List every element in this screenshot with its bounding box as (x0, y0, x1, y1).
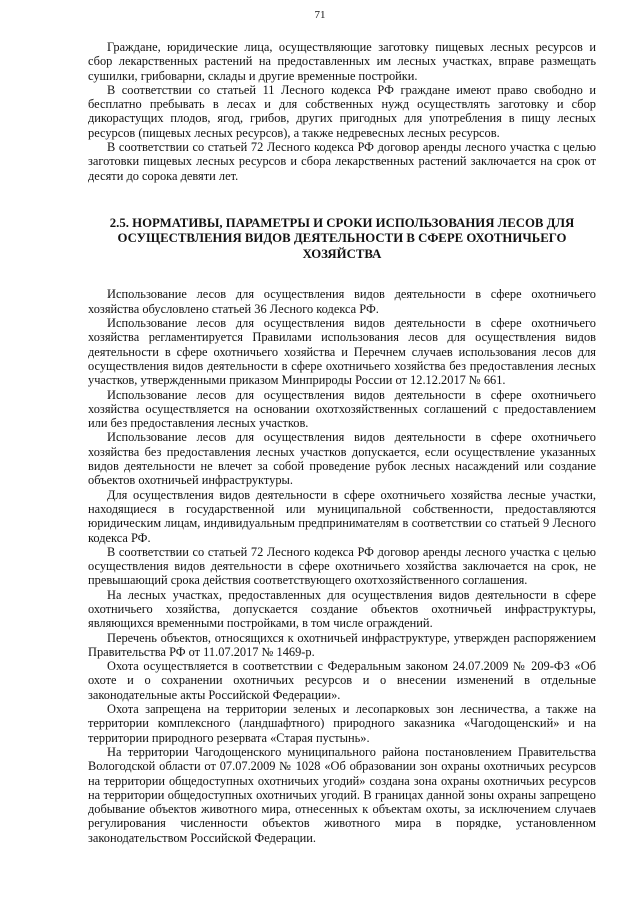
paragraph: Использование лесов для осуществления видов деятельности в сфере охотничьего хозяйства обусловлено статьей 36 Лесного кодекса РФ. (88, 287, 596, 316)
paragraph: На территории Чагодощенского муниципального района постановлением Правительства Вологодской области от 07.07.2009 № 1028 «Об образовании зон охраны охотничьих ресурсов на территории общедоступных охотничьих угодий» создана зона охраны охотничьих ресурсов на территории общедоступных охотничьих угодий. В границах данной зоны охраны запрещено добывание объектов животного мира, отнесенных к объектам охоты, за исключением случаев регулирования численности объектов животного мира в порядке, установленном законодательством Российской Федерации. (88, 744, 596, 845)
paragraph: Использование лесов для осуществления видов деятельности в сфере охотничьего хозяйства регламентируется Правилами использования лесов для осуществления видов деятельности в сфере охотничьего хозяйства и Перечнем случаев использования лесов для осуществления видов деятельности в сфере охотничьего хозяйства без предоставления лесных участков, утвержденными приказом Минприроды России от 12.12.2017 № 661. (88, 316, 596, 388)
paragraph: Для осуществления видов деятельности в сфере охотничьего хозяйства лесные участки, находящиеся в государственной или муниципальной собственности, предоставляются юридическим лицам, индивидуальным предпринимателям в соответствии со статьей 9 Лесного кодекса РФ. (88, 487, 596, 545)
paragraph: В соответствии со статьей 11 Лесного кодекса РФ граждане имеют право свободно и бесплатно пребывать в лесах и для собственных нужд осуществлять заготовку и сбор дикорастущих плодов, ягод, грибов, других пригодных для употребления в пищу лесных ресурсов (пищевых лесных ресурсов), а также недревесных лесных ресурсов. (88, 82, 596, 140)
paragraph: Использование лесов для осуществления видов деятельности в сфере охотничьего хозяйства без предоставления лесных участков допускается, если осуществление указанных видов деятельности не влечет за собой проведение рубок лесных насаждений или создание объектов охотничьей инфраструктуры. (88, 430, 596, 488)
paragraph: Перечень объектов, относящихся к охотничьей инфраструктуре, утвержден распоряжением Правительства РФ от 11.07.2017 № 1469-р. (88, 630, 596, 659)
paragraph: Охота осуществляется в соответствии с Федеральным законом 24.07.2009 № 209-ФЗ «Об охоте и о сохранении охотничьих ресурсов и о внесении изменений в отдельные законодательные акты Российской Федерации». (88, 659, 596, 702)
paragraph: Использование лесов для осуществления видов деятельности в сфере охотничьего хозяйства осуществляется на основании охотхозяйственных соглашений с предоставлением или без предоставления лесных участков. (88, 387, 596, 431)
paragraph: Охота запрещена на территории зеленых и лесопарковых зон лесничества, а также на территории комплексного (ландшафтного) природного заказника «Чагодощенский» и на территории природного резервата «Старая пустынь». (88, 702, 596, 745)
paragraph: На лесных участках, предоставленных для осуществления видов деятельности в сфере охотничьего хозяйства, допускается создание объектов охотничьей инфраструктуры, являющихся временными постройками, в том числе ограждений. (88, 587, 596, 631)
paragraph: Граждане, юридические лица, осуществляющие заготовку пищевых лесных ресурсов и сбор лекарственных растений на предоставленных им лесных участках, вправе размещать сушилки, грибоварни, склады и другие временные постройки. (88, 40, 596, 83)
section-heading: 2.5. НОРМАТИВЫ, ПАРАМЕТРЫ И СРОКИ ИСПОЛЬЗОВАНИЯ ЛЕСОВ ДЛЯ ОСУЩЕСТВЛЕНИЯ ВИДОВ ДЕЯТЕЛЬНОСТИ В СФЕРЕ ОХОТНИЧЬЕГО ХОЗЯЙСТВА (109, 215, 575, 261)
page-number: 71 (314, 9, 326, 21)
paragraph: В соответствии со статьей 72 Лесного кодекса РФ договор аренды лесного участка с целью осуществления видов деятельности в сфере охотничьего хозяйства заключается на срок, не превышающий срока действия соответствующего охотхозяйственного соглашения. (88, 544, 596, 588)
paragraph: В соответствии со статьей 72 Лесного кодекса РФ договор аренды лесного участка с целью заготовки пищевых лесных ресурсов и сбора лекарственных растений заключается на срок от десяти до сорока девяти лет. (88, 140, 596, 183)
document-body (88, 40, 596, 845)
